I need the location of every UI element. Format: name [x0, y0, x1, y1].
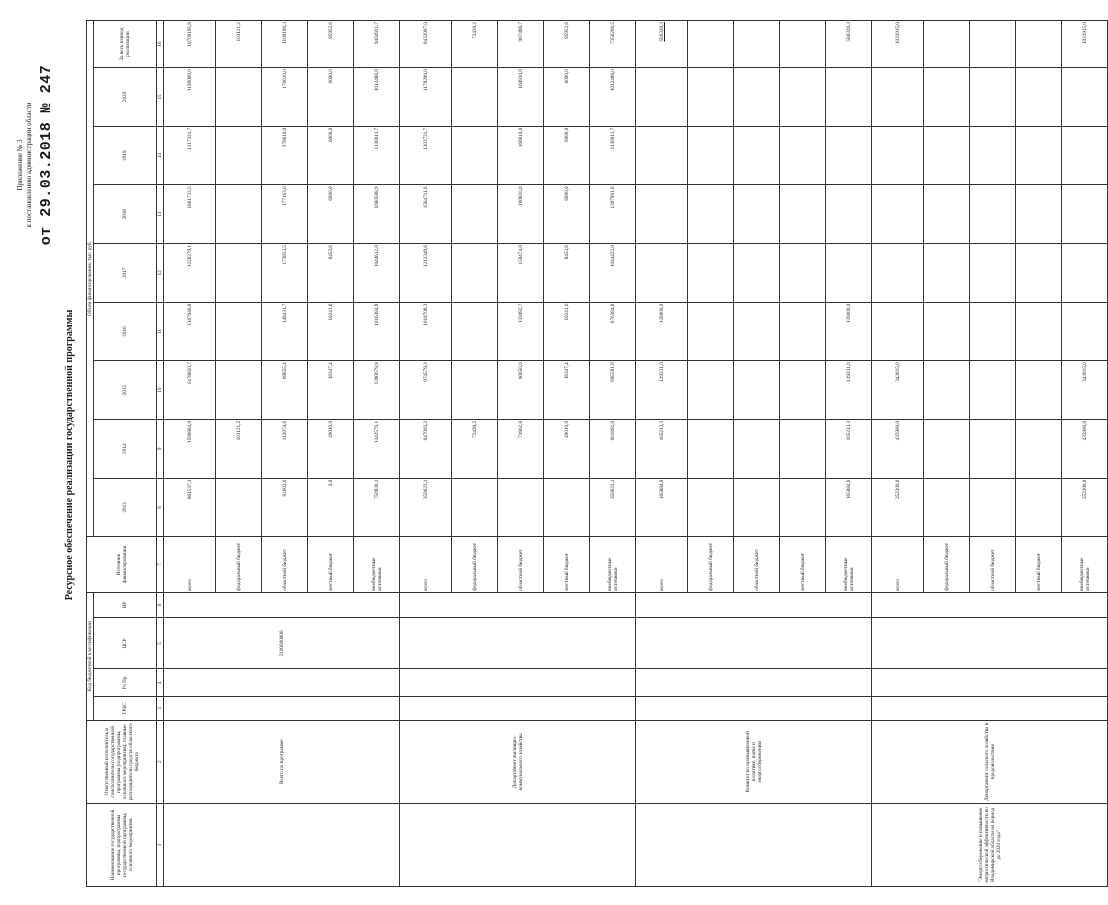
year-value: [452, 185, 498, 244]
year-value: [1062, 126, 1108, 185]
total-value: 7356206,5: [590, 21, 636, 68]
total-value: [780, 21, 826, 68]
year-value: [734, 68, 780, 127]
year-value: 6000,0: [544, 185, 590, 244]
column-number: 11: [157, 302, 164, 361]
funding-source: областной бюджет: [970, 537, 1016, 592]
rzpr-cell: [872, 669, 1108, 697]
column-number: 15: [157, 68, 164, 127]
total-value: 95952,6: [544, 21, 590, 68]
year-value: 1190099,0: [164, 68, 216, 127]
year-value: [216, 478, 262, 537]
year-value: 1596884,9: [164, 419, 216, 478]
year-value: 18347,4: [544, 361, 590, 420]
header-name: Наименование государственной программы, подпрограммы государственной программы, основного мероприятия: [87, 803, 157, 886]
funding-source: всего: [872, 537, 924, 592]
funding-source: федеральный бюджет: [216, 537, 262, 592]
year-value: [872, 126, 924, 185]
year-value: 1213349,6: [400, 244, 452, 303]
year-value: 1478850,7: [164, 361, 216, 420]
year-value: [924, 185, 970, 244]
document-title: Ресурсное обеспечение реализации государственной программы: [64, 309, 75, 601]
year-value: [1062, 244, 1108, 303]
year-value: [216, 68, 262, 127]
year-value: 6000,0: [308, 68, 354, 127]
year-value: [924, 68, 970, 127]
year-value: [826, 126, 872, 185]
column-number: 3: [157, 697, 164, 720]
year-value: 1342579,1: [354, 419, 400, 478]
year-value: 252200,0: [1062, 478, 1108, 537]
column-number: 4: [157, 669, 164, 697]
grbs-cell: [400, 697, 636, 720]
year-value: 120000,0: [826, 302, 872, 361]
year-value: 6000,0: [308, 126, 354, 185]
resource-table: [86, 20, 1108, 887]
header-budget-code: Код бюджетной классификации: [87, 592, 94, 720]
total-value: 580328,3: [826, 21, 872, 68]
year-value: 847003,2: [400, 419, 452, 478]
funding-source: местный бюджет: [544, 537, 590, 592]
year-value: [1016, 244, 1062, 303]
year-value: 343815,0: [872, 361, 924, 420]
program-name: [400, 803, 636, 886]
year-value: [826, 185, 872, 244]
total-value: 1109190,3: [262, 21, 308, 68]
year-value: 1136911,7: [590, 126, 636, 185]
year-value: 1044612,0: [354, 244, 400, 303]
year-value: 1044422,0: [590, 244, 636, 303]
year-value: [734, 478, 780, 537]
year-value: [970, 302, 1016, 361]
responsible-executor: Департамент жилищно-коммунального хозяйства: [400, 720, 636, 803]
year-value: 861537,1: [164, 478, 216, 537]
header-year: 2014: [94, 419, 157, 478]
rzpr-cell: [636, 669, 872, 697]
year-value: 160810,0: [498, 185, 544, 244]
header-csr: ЦСР: [94, 618, 157, 669]
total-value: 580328,3: [636, 21, 688, 68]
header-year: 2020: [94, 68, 157, 127]
year-value: 129231,0: [826, 361, 872, 420]
funding-source: внебюджетные источники: [826, 537, 872, 592]
header-year: 2019: [94, 126, 157, 185]
year-value: 0,0: [308, 478, 354, 537]
funding-source: внебюджетные источники: [590, 537, 636, 592]
column-number: 5: [157, 618, 164, 669]
year-value: 974579,3: [400, 361, 452, 420]
table-row: [164, 21, 216, 887]
year-value: [924, 244, 970, 303]
year-value: 60650,0: [498, 361, 544, 420]
year-value: [688, 361, 734, 420]
year-value: 165213,3: [636, 419, 688, 478]
year-value: 1390679,9: [354, 361, 400, 420]
year-value: [636, 185, 688, 244]
year-value: 1012488,0: [590, 68, 636, 127]
responsible-executor: Департамент сельского хозяйства и продовольствия: [872, 720, 1108, 803]
grbs-cell: [636, 697, 872, 720]
header-year: 2017: [94, 244, 157, 303]
year-value: [924, 126, 970, 185]
appendix-line-1: Приложение № 3: [16, 139, 24, 191]
funding-source: областной бюджет: [262, 537, 308, 592]
program-name: [164, 803, 400, 886]
column-number: 2: [157, 720, 164, 803]
year-value: 49010,0: [544, 419, 590, 478]
year-value: 895581,9: [590, 361, 636, 420]
year-value: 140431,7: [262, 302, 308, 361]
csr-cell: [872, 618, 1108, 669]
year-value: 1179299,0: [400, 68, 452, 127]
year-value: 1228279,1: [164, 244, 216, 303]
grbs-cell: [164, 697, 400, 720]
year-value: 1136911,7: [354, 126, 400, 185]
funding-source: местный бюджет: [308, 537, 354, 592]
year-value: [216, 244, 262, 303]
year-value: 350623,1: [590, 478, 636, 537]
year-value: [688, 478, 734, 537]
year-value: [780, 361, 826, 420]
year-value: 8453,6: [308, 244, 354, 303]
year-value: [452, 302, 498, 361]
year-value: [734, 361, 780, 420]
header-year: 2013: [94, 478, 157, 537]
year-value: [924, 302, 970, 361]
year-value: [780, 419, 826, 478]
year-value: 159474,0: [498, 244, 544, 303]
year-value: [1062, 302, 1108, 361]
year-value: [216, 185, 262, 244]
year-value: [1016, 419, 1062, 478]
year-value: [780, 185, 826, 244]
year-value: 1397901,8: [590, 185, 636, 244]
year-value: 1303721,7: [400, 126, 452, 185]
funding-source: всего: [636, 537, 688, 592]
year-value: [734, 126, 780, 185]
column-number: 6: [157, 592, 164, 618]
year-value: 1016384,0: [354, 302, 400, 361]
year-value: [826, 244, 872, 303]
total-value: 95952,6: [308, 21, 354, 68]
year-value: 72439,2: [452, 419, 498, 478]
table-row: [636, 21, 688, 887]
year-value: [970, 419, 1016, 478]
year-value: 1317321,7: [164, 126, 216, 185]
column-number: 9: [157, 419, 164, 478]
year-value: [1016, 361, 1062, 420]
vr-cell: [164, 592, 400, 618]
column-number: 1: [157, 803, 164, 886]
csr-cell: [636, 618, 872, 669]
year-value: [826, 68, 872, 127]
year-value: [734, 185, 780, 244]
year-value: [872, 68, 924, 127]
year-value: [780, 68, 826, 127]
year-value: [734, 419, 780, 478]
year-value: 173853,5: [262, 244, 308, 303]
year-value: 435900,0: [872, 419, 924, 478]
column-number-row: [157, 21, 164, 887]
year-value: [452, 68, 498, 127]
year-value: 661892,0: [590, 419, 636, 478]
program-name: [636, 803, 872, 886]
year-value: [452, 126, 498, 185]
funding-source: федеральный бюджет: [452, 537, 498, 592]
vr-cell: [872, 592, 1108, 618]
header-year: 2018: [94, 185, 157, 244]
year-value: [688, 244, 734, 303]
year-value: 176610,0: [262, 68, 308, 127]
year-value: [872, 302, 924, 361]
rzpr-cell: [400, 669, 636, 697]
year-value: [780, 478, 826, 537]
year-value: 165884,0: [636, 478, 688, 537]
year-value: 8453,6: [544, 244, 590, 303]
grbs-cell: [872, 697, 1108, 720]
year-value: 252200,0: [872, 478, 924, 537]
total-value: 907498,7: [498, 21, 544, 68]
year-value: [924, 478, 970, 537]
year-value: [780, 302, 826, 361]
year-value: [688, 126, 734, 185]
appendix-line-2: к постановлению администрации области: [25, 102, 33, 228]
year-value: 103121,2: [216, 419, 262, 478]
year-value: [924, 361, 970, 420]
header-volume: Объем финансирования, тыс. руб.: [87, 21, 94, 537]
year-value: [216, 361, 262, 420]
total-value: 1031915,0: [872, 21, 924, 68]
year-value: 165213,3: [826, 419, 872, 478]
header-vr: ВР: [94, 592, 157, 618]
year-value: 133082,7: [498, 302, 544, 361]
year-value: [970, 244, 1016, 303]
year-value: 112074,6: [262, 419, 308, 478]
column-number: 13: [157, 185, 164, 244]
total-value: 103121,2: [216, 21, 262, 68]
year-value: [544, 478, 590, 537]
funding-source: местный бюджет: [1016, 537, 1062, 592]
year-value: 177163,6: [262, 185, 308, 244]
year-value: [872, 244, 924, 303]
total-value: 8432097,0: [400, 21, 452, 68]
year-value: [970, 126, 1016, 185]
total-value: 9404931,7: [354, 21, 400, 68]
total-value: [734, 21, 780, 68]
column-number: 16: [157, 21, 164, 68]
year-value: 1167946,8: [164, 302, 216, 361]
program-name: "Энергосбережение и повышение энергетической эффективности во Владимирской области на период до 2020 года": [872, 803, 1108, 886]
table-row: [872, 21, 924, 887]
year-value: 350623,1: [400, 478, 452, 537]
year-value: [636, 68, 688, 127]
year-value: [1016, 126, 1062, 185]
year-value: 6000,0: [308, 185, 354, 244]
year-value: [970, 185, 1016, 244]
year-value: [970, 361, 1016, 420]
year-value: [216, 302, 262, 361]
year-value: 82602,0: [262, 478, 308, 537]
year-value: [1016, 302, 1062, 361]
column-number: 10: [157, 361, 164, 420]
year-value: [216, 126, 262, 185]
year-value: [1016, 68, 1062, 127]
year-value: [970, 68, 1016, 127]
year-value: [734, 302, 780, 361]
year-value: 1019708,3: [400, 302, 452, 361]
year-value: [636, 126, 688, 185]
year-value: 129231,0: [636, 361, 688, 420]
funding-source: местный бюджет: [780, 537, 826, 592]
year-value: [498, 478, 544, 537]
header-source: Источник финансирования: [87, 537, 157, 592]
year-value: 10241,6: [308, 302, 354, 361]
rzpr-cell: [164, 669, 400, 697]
year-value: 10241,6: [544, 302, 590, 361]
funding-source: федеральный бюджет: [688, 537, 734, 592]
header-rzpr: Рз Пр: [94, 669, 157, 697]
total-value: 1031915,0: [1062, 21, 1108, 68]
year-value: [688, 185, 734, 244]
csr-cell: 2100000000: [164, 618, 400, 669]
year-value: [452, 478, 498, 537]
responsible-executor: Всего по программе: [164, 720, 400, 803]
funding-source: областной бюджет: [734, 537, 780, 592]
year-value: 69855,4: [262, 361, 308, 420]
year-value: [734, 244, 780, 303]
total-value: [1016, 21, 1062, 68]
year-value: [1016, 185, 1062, 244]
column-number: 14: [157, 126, 164, 185]
year-value: 18347,4: [308, 361, 354, 420]
appendix-note: [16, 65, 34, 265]
year-value: [452, 361, 498, 420]
total-value: 10709195,8: [164, 21, 216, 68]
year-value: [970, 478, 1016, 537]
year-value: [924, 419, 970, 478]
year-value: 6000,0: [544, 68, 590, 127]
year-value: 876384,0: [590, 302, 636, 361]
year-value: [688, 302, 734, 361]
year-value: 165884,0: [826, 478, 872, 537]
year-value: 49010,0: [308, 419, 354, 478]
table-row: [400, 21, 452, 887]
year-value: 1012488,0: [354, 68, 400, 127]
year-value: 343815,0: [1062, 361, 1108, 420]
vr-cell: [400, 592, 636, 618]
total-value: [970, 21, 1016, 68]
year-value: 1861732,5: [164, 185, 216, 244]
header-row: [87, 21, 94, 887]
header-total-period: За весь период реализации: [94, 21, 157, 68]
funding-source: федеральный бюджет: [924, 537, 970, 592]
year-value: 176610,0: [262, 126, 308, 185]
responsible-executor: Комитет по промышленной политике, науке и энергосбережению: [636, 720, 872, 803]
year-value: [688, 419, 734, 478]
year-value: [688, 68, 734, 127]
funding-source: всего: [164, 537, 216, 592]
year-value: 160810,0: [498, 126, 544, 185]
year-value: [452, 244, 498, 303]
date-number-stamp: от 29.03.2018 № 247: [38, 64, 55, 246]
year-value: 435900,0: [1062, 419, 1108, 478]
funding-source: всего: [400, 537, 452, 592]
funding-source: внебюджетные источники: [1062, 537, 1108, 592]
year-value: [780, 244, 826, 303]
year-value: 6000,0: [544, 126, 590, 185]
year-value: [1062, 68, 1108, 127]
year-value: 1680588,9: [354, 185, 400, 244]
header-year: 2015: [94, 361, 157, 420]
funding-source: областной бюджет: [498, 537, 544, 592]
funding-source: внебюджетные источники: [354, 537, 400, 592]
column-number: 7: [157, 537, 164, 592]
total-value: [924, 21, 970, 68]
csr-cell: [400, 618, 636, 669]
year-value: 160810,0: [498, 68, 544, 127]
year-value: 1564711,8: [400, 185, 452, 244]
year-value: 750930,1: [354, 478, 400, 537]
header-grbs: ГРБС: [94, 697, 157, 720]
column-number: 12: [157, 244, 164, 303]
year-value: [872, 185, 924, 244]
year-value: 120000,0: [636, 302, 688, 361]
year-value: [1016, 478, 1062, 537]
year-value: [1062, 185, 1108, 244]
total-value: 72439,2: [452, 21, 498, 68]
vr-cell: [636, 592, 872, 618]
year-value: [636, 244, 688, 303]
total-value: [688, 21, 734, 68]
column-number: 8: [157, 478, 164, 537]
year-value: [780, 126, 826, 185]
header-year: 2016: [94, 302, 157, 361]
header-responsible: Ответственный исполнитель и соисполнители государственной программы (подпрограммы, основного мероприятия), главные распорядители средств областного бюджета: [87, 720, 157, 803]
year-value: 71862,0: [498, 419, 544, 478]
